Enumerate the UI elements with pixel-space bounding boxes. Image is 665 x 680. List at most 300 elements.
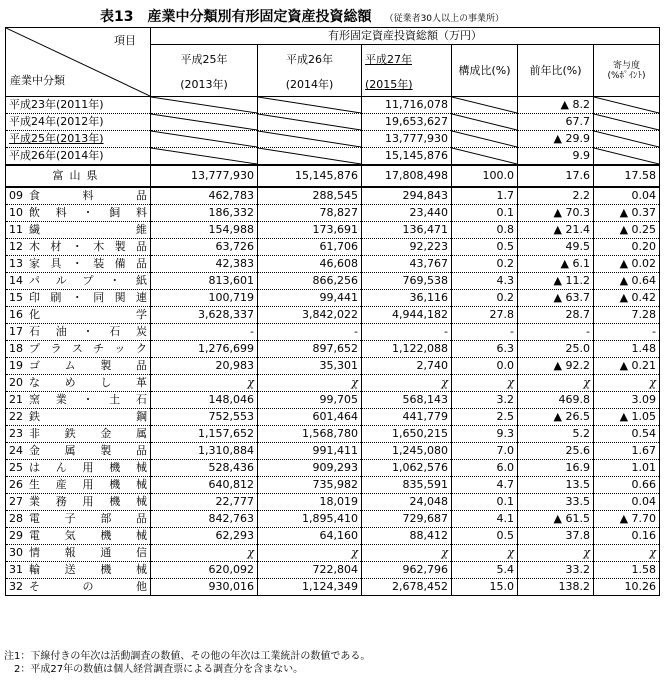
cell-y2014: 1,568,780 <box>258 426 362 443</box>
category-cell <box>6 273 151 290</box>
category-code: 19 <box>9 359 23 372</box>
category-name: プラスチック <box>29 342 147 355</box>
category-cell <box>6 528 151 545</box>
category-code: 25 <box>9 461 23 474</box>
cell-y2014: 64,160 <box>258 528 362 545</box>
cell-contrib: 0.04 <box>594 494 660 511</box>
category-cell <box>6 443 151 460</box>
cell-contrib: ▲ 0.25 <box>594 222 660 239</box>
cell-y2013: 930,016 <box>151 579 258 596</box>
diagonal-line <box>452 148 517 164</box>
table-row <box>6 562 660 579</box>
cell-contrib: ▲ 1.05 <box>594 409 660 426</box>
cell-contrib: ▲ 0.64 <box>594 273 660 290</box>
table-row <box>6 290 660 307</box>
cell-y2014: 897,652 <box>258 341 362 358</box>
cell-yoy: ▲ 26.5 <box>518 409 594 426</box>
cell-contrib: 3.09 <box>594 392 660 409</box>
cell-y2015: 136,471 <box>362 222 452 239</box>
category-code: 12 <box>9 240 23 253</box>
cell-contrib: 0.54 <box>594 426 660 443</box>
cell-y2014: 78,827 <box>258 205 362 222</box>
history-2013-cell <box>151 114 258 131</box>
header-item-label: 項目 <box>114 34 136 47</box>
cell-yoy: 33.2 <box>518 562 594 579</box>
header-yoy: 前年比(%) <box>518 45 594 97</box>
cell-y2015: 23,440 <box>362 205 452 222</box>
category-cell <box>6 511 151 528</box>
history-2014-cell <box>258 148 362 166</box>
diagonal-line <box>258 97 361 113</box>
cell-y2015: 1,122,088 <box>362 341 452 358</box>
cell-y2015: 568,143 <box>362 392 452 409</box>
prefecture-y2013: 13,777,930 <box>151 165 258 187</box>
prefecture-row <box>6 165 660 187</box>
category-name: ゴム製品 <box>29 359 147 372</box>
history-yoy-value: ▲ 8.2 <box>518 97 594 114</box>
cell-contrib: 1.58 <box>594 562 660 579</box>
diagonal-line <box>151 131 257 147</box>
table-row <box>6 494 660 511</box>
cell-y2015: 294,843 <box>362 187 452 205</box>
cell-yoy: χ <box>518 375 594 392</box>
cell-y2014: 173,691 <box>258 222 362 239</box>
cell-y2013: 148,046 <box>151 392 258 409</box>
category-name: 石油・石炭 <box>29 325 147 338</box>
cell-y2015: 24,048 <box>362 494 452 511</box>
cell-yoy: 13.5 <box>518 477 594 494</box>
cell-yoy: 16.9 <box>518 460 594 477</box>
cell-y2013: 1,276,699 <box>151 341 258 358</box>
cell-y2013: 20,983 <box>151 358 258 375</box>
cell-ratio: 7.0 <box>452 443 518 460</box>
cell-y2014: 735,982 <box>258 477 362 494</box>
cell-yoy: ▲ 21.4 <box>518 222 594 239</box>
header-corner-cell <box>6 28 151 97</box>
diagonal-line <box>258 148 361 164</box>
cell-ratio: 0.5 <box>452 239 518 256</box>
cell-y2013: - <box>151 324 258 341</box>
cell-y2015: 1,062,576 <box>362 460 452 477</box>
header-row-1 <box>6 28 660 45</box>
category-code: 09 <box>9 189 23 202</box>
cell-contrib: ▲ 0.02 <box>594 256 660 273</box>
category-code: 32 <box>9 580 23 593</box>
category-name: 生産用機械 <box>29 478 147 491</box>
cell-contrib: ▲ 0.42 <box>594 290 660 307</box>
category-name: 輸送機械 <box>29 563 147 576</box>
category-cell <box>6 375 151 392</box>
cell-ratio: - <box>452 324 518 341</box>
history-ratio-cell <box>452 148 518 166</box>
cell-contrib: - <box>594 324 660 341</box>
category-code: 18 <box>9 342 23 355</box>
cell-ratio: 4.3 <box>452 273 518 290</box>
diagonal-line <box>452 131 517 147</box>
cell-contrib: 0.04 <box>594 187 660 205</box>
history-2014-cell <box>258 131 362 148</box>
table-row <box>6 358 660 375</box>
cell-y2013: 42,383 <box>151 256 258 273</box>
history-contrib-cell <box>594 97 660 114</box>
history-ratio-cell <box>452 131 518 148</box>
cell-contrib: ▲ 0.37 <box>594 205 660 222</box>
cell-y2015: χ <box>362 545 452 562</box>
table-row <box>6 341 660 358</box>
history-total-value: 15,145,876 <box>362 148 452 166</box>
cell-y2015: 88,412 <box>362 528 452 545</box>
cell-ratio: 0.1 <box>452 494 518 511</box>
category-cell <box>6 307 151 324</box>
header-y2015 <box>362 45 452 75</box>
cell-y2014: 99,705 <box>258 392 362 409</box>
category-name: 繊維 <box>29 223 147 236</box>
cell-y2013: χ <box>151 375 258 392</box>
history-row <box>6 131 660 148</box>
cell-yoy: ▲ 63.7 <box>518 290 594 307</box>
table-row <box>6 392 660 409</box>
cell-y2015: 92,223 <box>362 239 452 256</box>
note-1: 注1：下線付きの年次は活動調査の数値、その他の年次は工業統計の数値である。 <box>4 651 371 662</box>
header-contrib <box>594 45 660 97</box>
cell-ratio: 0.8 <box>452 222 518 239</box>
cell-y2015: 441,779 <box>362 409 452 426</box>
prefecture-y2015: 17,808,498 <box>362 165 452 187</box>
cell-ratio: 5.4 <box>452 562 518 579</box>
title-row <box>100 6 504 26</box>
cell-y2014: χ <box>258 545 362 562</box>
category-code: 10 <box>9 206 23 219</box>
history-total-value: 11,716,078 <box>362 97 452 114</box>
cell-ratio: 15.0 <box>452 579 518 596</box>
category-name: 電気機械 <box>29 529 147 542</box>
history-ratio-cell <box>452 114 518 131</box>
category-code: 24 <box>9 444 23 457</box>
history-total-value: 19,653,627 <box>362 114 452 131</box>
cell-y2013: 100,719 <box>151 290 258 307</box>
table-row <box>6 528 660 545</box>
category-code: 22 <box>9 410 23 423</box>
cell-ratio: 1.7 <box>452 187 518 205</box>
table-row <box>6 273 660 290</box>
category-code: 11 <box>9 223 23 236</box>
history-year-label: 平成23年(2011年) <box>6 97 151 114</box>
cell-y2015: 36,116 <box>362 290 452 307</box>
diagonal-line <box>258 131 361 147</box>
category-name: 家具・装備品 <box>29 257 147 270</box>
category-code: 26 <box>9 478 23 491</box>
cell-y2013: 1,310,884 <box>151 443 258 460</box>
table-row <box>6 324 660 341</box>
cell-yoy: 28.7 <box>518 307 594 324</box>
diagonal-line <box>594 148 659 164</box>
diagonal-line <box>594 114 659 130</box>
cell-yoy: ▲ 11.2 <box>518 273 594 290</box>
cell-ratio: 0.2 <box>452 290 518 307</box>
category-code: 20 <box>9 376 23 389</box>
cell-y2014: - <box>258 324 362 341</box>
prefecture-ratio: 100.0 <box>452 165 518 187</box>
diagonal-line <box>594 97 659 113</box>
category-name: 印刷・同関連 <box>29 291 147 304</box>
table-row <box>6 409 660 426</box>
cell-y2014: 991,411 <box>258 443 362 460</box>
cell-yoy: 2.2 <box>518 187 594 205</box>
cell-ratio: 9.3 <box>452 426 518 443</box>
category-code: 31 <box>9 563 23 576</box>
diagonal-line <box>151 97 257 113</box>
table-row <box>6 443 660 460</box>
history-2013-cell <box>151 148 258 166</box>
category-cell <box>6 239 151 256</box>
cell-yoy: 25.6 <box>518 443 594 460</box>
header-y2014b: (2014年) <box>258 74 362 97</box>
cell-y2014: 18,019 <box>258 494 362 511</box>
cell-y2013: 620,092 <box>151 562 258 579</box>
cell-y2015: 4,944,182 <box>362 307 452 324</box>
table-title: 表13 産業中分類別有形固定資産投資総額 <box>100 9 372 25</box>
category-cell <box>6 341 151 358</box>
cell-y2013: 62,293 <box>151 528 258 545</box>
header-y2013b: (2013年) <box>151 74 258 97</box>
cell-contrib: 0.20 <box>594 239 660 256</box>
header-y2015b <box>362 74 452 97</box>
prefecture-yoy: 17.6 <box>518 165 594 187</box>
diagonal-line <box>452 97 517 113</box>
cell-yoy: 25.0 <box>518 341 594 358</box>
header-contrib-label: 寄与度 <box>613 60 641 71</box>
header-y2014: 平成26年 <box>258 45 362 75</box>
category-code: 27 <box>9 495 23 508</box>
header-y2013: 平成25年 <box>151 45 258 75</box>
cell-y2014: 866,256 <box>258 273 362 290</box>
category-cell <box>6 392 151 409</box>
header-category-label: 産業中分類 <box>10 74 65 87</box>
prefecture-y2014: 15,145,876 <box>258 165 362 187</box>
category-cell <box>6 324 151 341</box>
cell-y2014: 99,441 <box>258 290 362 307</box>
cell-contrib: 1.48 <box>594 341 660 358</box>
cell-ratio: 0.2 <box>452 256 518 273</box>
category-cell <box>6 409 151 426</box>
history-row <box>6 148 660 166</box>
cell-yoy: ▲ 70.3 <box>518 205 594 222</box>
cell-ratio: 6.3 <box>452 341 518 358</box>
cell-contrib: χ <box>594 545 660 562</box>
cell-y2014: 61,706 <box>258 239 362 256</box>
cell-yoy: ▲ 6.1 <box>518 256 594 273</box>
cell-y2014: 3,842,022 <box>258 307 362 324</box>
cell-y2014: 35,301 <box>258 358 362 375</box>
category-code: 17 <box>9 325 23 338</box>
cell-ratio: 0.1 <box>452 205 518 222</box>
table-row <box>6 222 660 239</box>
history-contrib-cell <box>594 114 660 131</box>
cell-y2013: 842,763 <box>151 511 258 528</box>
cell-y2013: 462,783 <box>151 187 258 205</box>
cell-ratio: 4.1 <box>452 511 518 528</box>
diagonal-line <box>594 131 659 147</box>
cell-y2014: 288,545 <box>258 187 362 205</box>
category-name: はん用機械 <box>29 461 147 474</box>
category-name: 飲料・飼料 <box>29 206 147 219</box>
header-y2015-text: 平成27年 <box>365 52 412 66</box>
cell-y2013: 528,436 <box>151 460 258 477</box>
cell-yoy: 49.5 <box>518 239 594 256</box>
diagonal-line <box>151 114 257 130</box>
prefecture-name: 富山県 <box>6 165 151 187</box>
table-row <box>6 307 660 324</box>
cell-y2015: 1,245,080 <box>362 443 452 460</box>
cell-y2014: χ <box>258 375 362 392</box>
cell-contrib: 0.66 <box>594 477 660 494</box>
category-cell <box>6 222 151 239</box>
cell-y2015: 43,767 <box>362 256 452 273</box>
cell-ratio: 0.5 <box>452 528 518 545</box>
history-total-value: 13,777,930 <box>362 131 452 148</box>
category-cell <box>6 562 151 579</box>
category-code: 21 <box>9 393 23 406</box>
cell-ratio: 4.7 <box>452 477 518 494</box>
history-contrib-cell <box>594 131 660 148</box>
cell-y2015: χ <box>362 375 452 392</box>
cell-yoy: 33.5 <box>518 494 594 511</box>
cell-y2013: 154,988 <box>151 222 258 239</box>
category-cell <box>6 205 151 222</box>
history-2014-cell <box>258 97 362 114</box>
cell-yoy: 138.2 <box>518 579 594 596</box>
cell-contrib: ▲ 0.21 <box>594 358 660 375</box>
table-row <box>6 545 660 562</box>
category-name: 情報通信 <box>29 546 147 559</box>
category-name: 業務用機械 <box>29 495 147 508</box>
cell-y2014: 909,293 <box>258 460 362 477</box>
category-code: 14 <box>9 274 23 287</box>
table-row <box>6 256 660 273</box>
table-subtitle: （従業者30人以上の事業所） <box>384 14 505 24</box>
header-group-label: 有形固定資産投資総額（万円） <box>151 28 660 45</box>
cell-ratio: 0.0 <box>452 358 518 375</box>
cell-ratio: χ <box>452 375 518 392</box>
cell-y2015: 962,796 <box>362 562 452 579</box>
cell-ratio: 2.5 <box>452 409 518 426</box>
cell-y2014: 1,124,349 <box>258 579 362 596</box>
cell-yoy: 5.2 <box>518 426 594 443</box>
cell-y2015: 2,740 <box>362 358 452 375</box>
cell-contrib: ▲ 7.70 <box>594 511 660 528</box>
category-name: 食料品 <box>29 189 147 202</box>
cell-ratio: 3.2 <box>452 392 518 409</box>
cell-y2015: 769,538 <box>362 273 452 290</box>
cell-y2013: 813,601 <box>151 273 258 290</box>
cell-y2013: 1,157,652 <box>151 426 258 443</box>
cell-y2013: 63,726 <box>151 239 258 256</box>
category-code: 13 <box>9 257 23 270</box>
category-cell <box>6 545 151 562</box>
category-name: その他 <box>29 580 147 593</box>
history-row <box>6 114 660 131</box>
category-code: 23 <box>9 427 23 440</box>
category-cell <box>6 494 151 511</box>
cell-yoy: χ <box>518 545 594 562</box>
category-name: パルプ・紙 <box>29 274 147 287</box>
category-code: 28 <box>9 512 23 525</box>
history-yoy-value: 67.7 <box>518 114 594 131</box>
table-row <box>6 579 660 596</box>
table-row <box>6 460 660 477</box>
history-2013-cell <box>151 131 258 148</box>
cell-contrib: 10.26 <box>594 579 660 596</box>
category-cell <box>6 256 151 273</box>
history-year-label: 平成25年(2013年) <box>6 131 151 148</box>
category-name: 木材・木製品 <box>29 240 147 253</box>
history-2014-cell <box>258 114 362 131</box>
cell-y2013: 3,628,337 <box>151 307 258 324</box>
history-ratio-cell <box>452 97 518 114</box>
cell-contrib: 1.67 <box>594 443 660 460</box>
diagonal-line <box>452 114 517 130</box>
table-row <box>6 477 660 494</box>
category-cell <box>6 477 151 494</box>
cell-ratio: 27.8 <box>452 307 518 324</box>
category-code: 16 <box>9 308 23 321</box>
cell-ratio: 6.0 <box>452 460 518 477</box>
investment-table <box>5 27 660 596</box>
table-row <box>6 205 660 222</box>
category-name: 金属製品 <box>29 444 147 457</box>
cell-y2014: 601,464 <box>258 409 362 426</box>
category-name: 非鉄金属 <box>29 427 147 440</box>
cell-yoy: 37.8 <box>518 528 594 545</box>
cell-y2015: 2,678,452 <box>362 579 452 596</box>
diagonal-line <box>151 148 257 164</box>
history-yoy-value: ▲ 29.9 <box>518 131 594 148</box>
header-contrib-unit: (%ﾎﾟｲﾝﾄ) <box>607 70 646 81</box>
cell-y2014: 1,895,410 <box>258 511 362 528</box>
category-cell <box>6 187 151 205</box>
category-cell <box>6 460 151 477</box>
category-code: 15 <box>9 291 23 304</box>
cell-contrib: 7.28 <box>594 307 660 324</box>
cell-contrib: 1.01 <box>594 460 660 477</box>
cell-y2013: χ <box>151 545 258 562</box>
cell-y2013: 22,777 <box>151 494 258 511</box>
category-name: 鉄鋼 <box>29 410 147 423</box>
category-code: 30 <box>9 546 23 559</box>
cell-y2013: 640,812 <box>151 477 258 494</box>
category-cell <box>6 579 151 596</box>
header-y2015b-text: (2015年) <box>365 78 413 91</box>
cell-y2014: 46,608 <box>258 256 362 273</box>
cell-y2015: 835,591 <box>362 477 452 494</box>
history-year-label: 平成26年(2014年) <box>6 148 151 166</box>
diagonal-line <box>258 114 361 130</box>
category-code: 29 <box>9 529 23 542</box>
header-ratio: 構成比(%) <box>452 45 518 97</box>
history-2013-cell <box>151 97 258 114</box>
table-row <box>6 187 660 205</box>
category-cell <box>6 358 151 375</box>
history-year-label: 平成24年(2012年) <box>6 114 151 131</box>
cell-y2015: 729,687 <box>362 511 452 528</box>
cell-y2013: 186,332 <box>151 205 258 222</box>
cell-yoy: - <box>518 324 594 341</box>
prefecture-contrib: 17.58 <box>594 165 660 187</box>
cell-y2014: 722,804 <box>258 562 362 579</box>
table-row <box>6 239 660 256</box>
category-name: 化学 <box>29 308 147 321</box>
history-contrib-cell <box>594 148 660 166</box>
